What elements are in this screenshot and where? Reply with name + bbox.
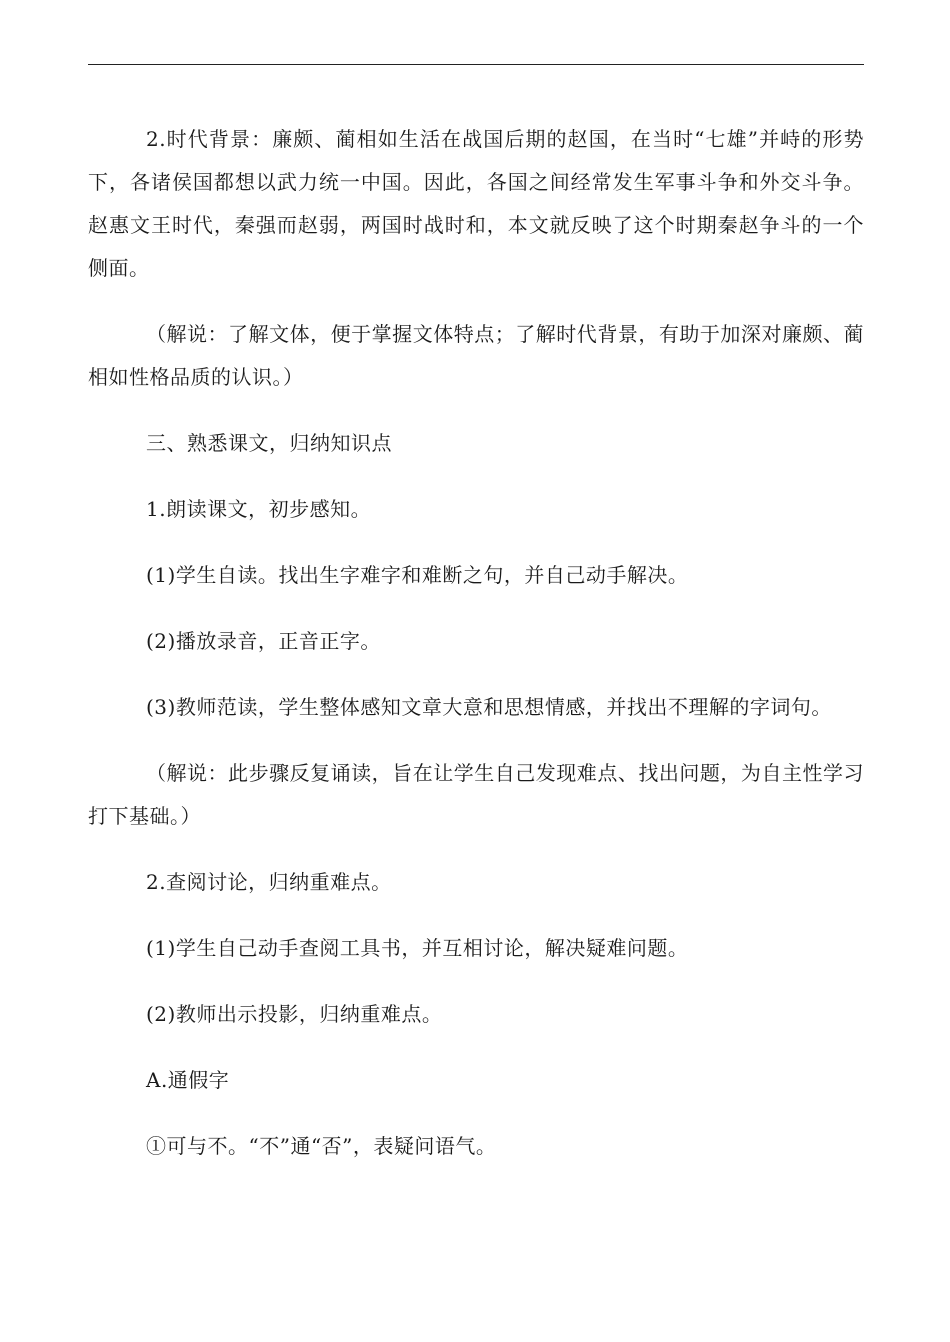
step-heading-2: 2.查阅讨论，归纳重难点。 [146, 870, 392, 894]
subheading-a: A.通假字 [146, 1068, 230, 1092]
step-item-1-3: (3)教师范读，学生整体感知文章大意和思想情感，并找出不理解的字词句。 [146, 695, 832, 719]
step-item-2-2: (2)教师出示投影，归纳重难点。 [146, 1002, 443, 1026]
paragraph-note-1: （解说：了解文体，便于掌握文体特点；了解时代背景，有助于加深对廉颇、蔺相如性格品质的认识。） [88, 322, 864, 389]
document-body [88, 118, 864, 1168]
list-item-1: ①可与不。“不”通“否”，表疑问语气。 [146, 1134, 497, 1158]
step-item-2-1: (1)学生自己动手查阅工具书，并互相讨论，解决疑难问题。 [146, 936, 689, 960]
step-item-1-1: (1)学生自读。找出生字难字和难断之句，并自己动手解决。 [146, 563, 689, 587]
step-heading-1: 1.朗读课文，初步感知。 [146, 497, 372, 521]
paragraph-note-2: （解说：此步骤反复诵读，旨在让学生自己发现难点、找出问题，为自主性学习打下基础。） [88, 761, 864, 828]
paragraph-background: 2.时代背景：廉颇、蔺相如生活在战国后期的赵国，在当时“七雄”并峙的形势下，各诸侯国都想以武力统一中国。因此，各国之间经常发生军事斗争和外交斗争。赵惠文王时代，秦强而赵弱，两国时战时和，本文就反映了这个时期秦赵争斗的一个侧面。 [88, 127, 864, 280]
header-rule [88, 64, 864, 65]
section-heading-3: 三、熟悉课文，归纳知识点 [146, 431, 392, 455]
step-item-1-2: (2)播放录音，正音正字。 [146, 629, 381, 653]
